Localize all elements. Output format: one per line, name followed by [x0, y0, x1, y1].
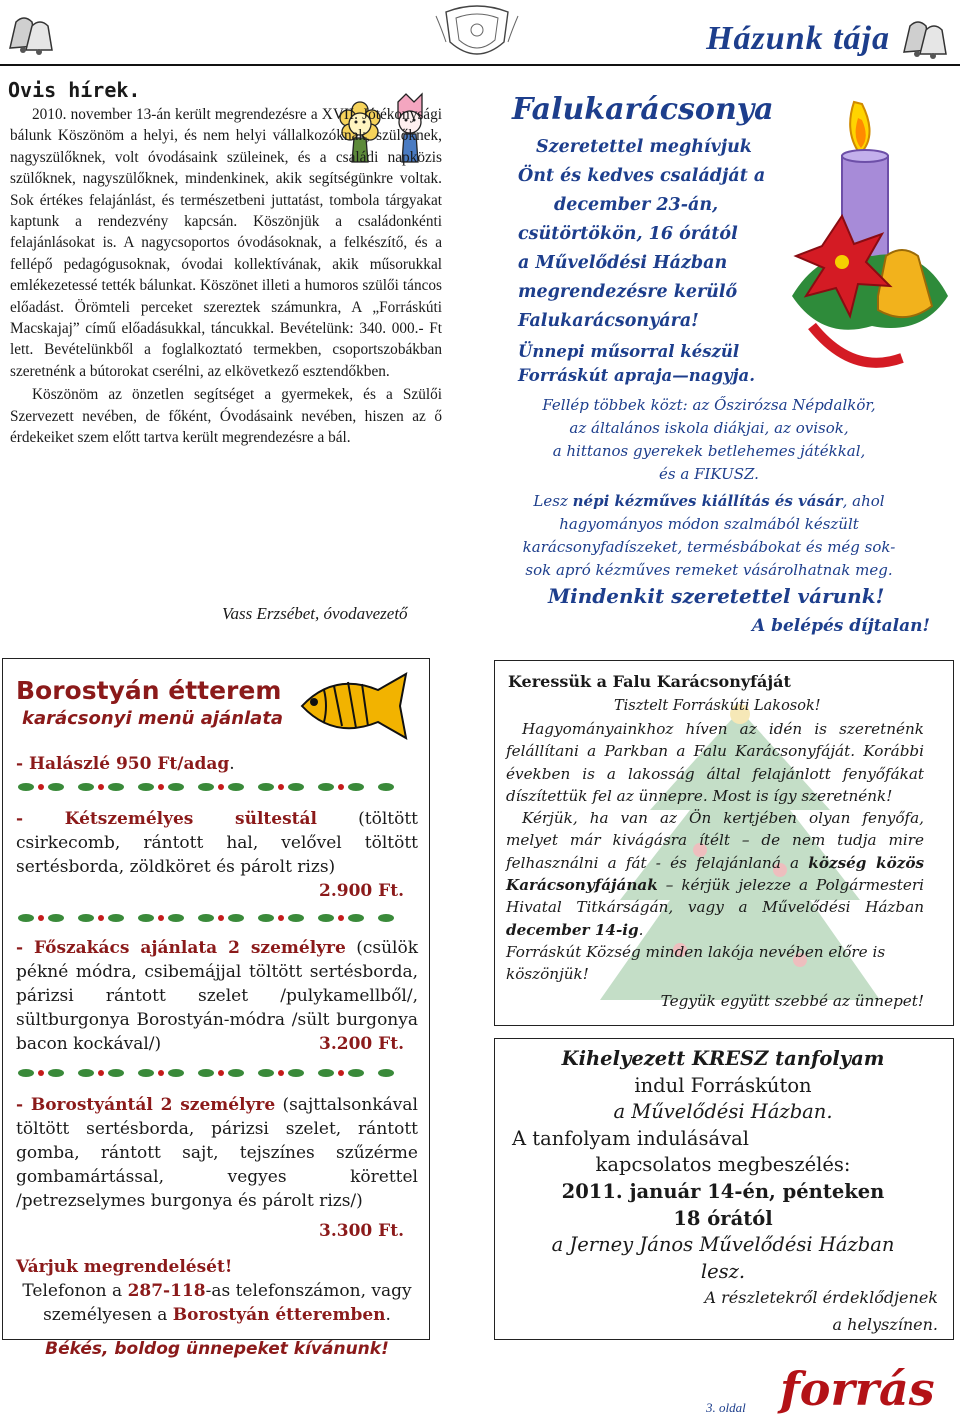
tree-p2: [506, 807, 924, 941]
welcome-line: Mindenkit szeretettel várunk!: [548, 584, 885, 608]
kresz-line-9: lesz.: [700, 1259, 746, 1283]
kresz-line-4: A tanfolyam indulásával: [512, 1126, 750, 1150]
page-number: 3. oldal: [706, 1400, 746, 1415]
falu-line-7: Falukarácsonyára!: [518, 311, 699, 331]
left-bells-icon: [4, 10, 56, 58]
kresz-line-7: 18 órától: [673, 1206, 773, 1230]
menu-item-4-desc: (sajttalsonkával töltött sertésborda, párizsi szelet, rántott gomba, rántott sajt, tejszínes szűzérme gombamártással, vegyes körettel /petrezselymes burgonya és párolt rizs/): [16, 1095, 418, 1211]
personal-b: Borostyán étteremben: [172, 1305, 386, 1325]
menu-item-2-name: - Kétszemélyes sültestál: [16, 809, 317, 829]
menu-item-2-price: 2.900 Ft.: [319, 881, 404, 901]
falu-line-6: megrendezésre kerülő: [518, 282, 738, 302]
menu-content: [16, 752, 418, 1359]
menu-title: Borostyán étterem: [16, 676, 282, 705]
ovis-paragraph-2-text: Köszönöm az önzetlen segítséget a gyermekek, és a Szülői Szervezett nevében, de főként, Óvodásaink nevében, hiszen az ő érdekeiket szem előtt tartva került megrendezésre a bál.: [10, 386, 442, 447]
menu-item-4: [16, 1093, 418, 1213]
falu-program-2: Forráskút apraja—nagyja.: [518, 366, 755, 385]
tree-p2d: december 14-ig: [506, 920, 639, 939]
right-bells-icon: [898, 14, 950, 62]
candle-poinsettia-icon: [782, 96, 952, 392]
menu-item-4-price: 3.300 Ft.: [319, 1221, 404, 1241]
signature: Vass Erzsébet, óvodavezető: [222, 604, 408, 623]
tree-p2e: .: [638, 920, 644, 939]
menu-item-3-desc: (csülök pékné módra, csibemájjal töltött sertésborda, párizsi rántott szelet /pulykamellből/, sültburgonya Borostyán-módra /sült burgonya bacon kockával/): [16, 938, 419, 1054]
holly-divider-icon: [16, 1066, 396, 1080]
vasar-line-3: sok apró kézműves remeket vásárolhatnak meg.: [525, 561, 893, 579]
falu-title: Falukarácsonya: [512, 92, 774, 127]
free-entry: A belépés díjtalan!: [752, 616, 930, 636]
kresz-line-8: a Jerney János Művelődési Házban: [551, 1233, 895, 1257]
section-title: Házunk tája: [706, 20, 890, 57]
falu-line-1: Szeretettel meghívjuk: [536, 137, 752, 157]
kresz-line-5: kapcsolatos megbeszélés:: [595, 1153, 851, 1177]
lesz-b: népi kézműves kiállítás és vásár: [572, 492, 843, 510]
falu-line-4: csütörtökön, 16 órától: [518, 224, 738, 244]
kresz-line-11: a helyszínen.: [832, 1314, 938, 1334]
personal-a: személyesen a: [43, 1305, 173, 1325]
kresz-line-3: a Művelődési Házban.: [613, 1100, 833, 1124]
holly-divider-icon: [16, 780, 396, 794]
tree-title: Keressük a Falu Karácsonyfáját: [508, 672, 791, 691]
tree-p2a: Kérjük, ha van az Ön kertjében olyan fenyőfa, melyet már kivágásra ítélt – de nem tudja mire felhasználni a fát - és felajánlaná a: [506, 809, 924, 872]
falu-line-2: Önt és kedves családját a: [518, 166, 766, 186]
phone-a: Telefonon a: [22, 1281, 128, 1301]
menu-subtitle: karácsonyi menü ajánlata: [22, 708, 284, 729]
header: [0, 0, 960, 66]
falu-line-3: december 23-án,: [554, 195, 719, 215]
menu-item-3: [16, 936, 418, 1056]
menu-phone: [16, 1279, 418, 1303]
ovis-paragraph-1-text: 2010. november 13-án került megrendezésre a XVII. Jótékonysági bálunk Köszönöm a helyi, és nem helyi vállalkozóknak, szülőknek, nagyszülőknek, volt óvodásaink szüleinek, és a családi napközis szülőknek, nagyszülőknek, mindenkinek, akik segítségünkre voltak. Sok értékes felajánlást, és természetbeni juttatást, tombola tárgyakat kaptunk a rendezvény kapcsán. Köszönjük a családonkénti felajánlásokat is. A nagycsoportos óvodásoknak, a felkészítő, és a fellépő pedagógusoknak, óvodai kollektívának, akik műsorukkal emlékezetessé tették bálunkat. Köszönet illeti a humoros szülői táncos előadást. Örömteli perceket szereztek számunkra, A „Forráskúti Macskajaj” című előadásukkal, táncukkal. Bevételünk: 340. 000.- Ft lett. Bevételünkből a foglalkoztató termekben, csoportszobákban szeretnénk a bútorokat cserélni, az elkövetkező esztendőkben.: [10, 106, 442, 380]
falu-fellep: [504, 394, 914, 582]
menu-order: Várjuk megrendelését!: [16, 1257, 233, 1277]
menu-item-2-desc: (töltött csirkecomb, rántott hal, velővel töltött sertésborda, zöldköret és párolt rizs): [16, 809, 418, 877]
ovis-article: [10, 104, 442, 449]
forras-logo: forrás: [780, 1362, 935, 1416]
ovis-paragraph-1: [10, 104, 442, 382]
fellep-line-2: az általános iskola diákjai, az ovisok,: [569, 419, 849, 437]
tree-p2c: – kérjük jelezze a Polgármesteri Hivatal Titkárságán, vagy a Művelődési Házban: [506, 876, 924, 917]
tree-p1: Hagyományainkhoz híven az idén is szeretnénk felállítani a Parkban a Falu Karácsonyfáját. Korábbi években is a lakosság által felajánlott fenyőfákat díszítettük fel az ünnepre. Most is így szeretnénk!: [506, 720, 924, 805]
ovis-title: Ovis hírek.: [8, 78, 141, 102]
menu-item-3-name: - Főszakács ajánlata 2 személyre: [16, 938, 346, 958]
personal-c: .: [385, 1305, 391, 1325]
tree-p3: Forráskút Község minden lakója nevében előre is köszönjük!: [506, 942, 886, 984]
vasar-line-1: hagyományos módon szalmából készült: [559, 515, 859, 533]
tree-greeting: Tisztelt Forráskúti Lakosok!: [614, 698, 821, 714]
menu-item-1-name: - Halászlé 950 Ft/adag: [16, 754, 230, 774]
kresz-line-6: 2011. január 14-én, pénteken: [561, 1179, 885, 1203]
fellep-line-3: a hittanos gyerekek betlehemes játékkal,: [552, 442, 866, 460]
fellep-line-4: és a FIKUSZ.: [659, 465, 759, 483]
header-rule: [0, 64, 960, 66]
falu-program-1: Ünnepi műsorral készül: [518, 342, 740, 361]
ovis-paragraph-2: [10, 384, 442, 448]
fellep-line-1: Fellép többek közt: az Őszirózsa Népdalkör,: [542, 396, 876, 414]
menu-personal: [16, 1303, 418, 1327]
lesz-a: Lesz: [533, 492, 573, 510]
lesz-c: , ahol: [842, 492, 885, 510]
vasar-line-2: karácsonyfadíszeket, termésbábokat és még sok-: [522, 538, 896, 556]
falu-line-5: a Művelődési Házban: [518, 253, 728, 273]
phone-c: -as telefonszámon, vagy: [205, 1281, 412, 1301]
tree-p2b: község közös Karácsonyfájának: [506, 853, 925, 895]
menu-item-2: [16, 807, 418, 901]
holly-divider-icon: [16, 911, 396, 925]
tree-closing: Tegyük együtt szebbé az ünnepet!: [660, 991, 924, 1010]
menu-item-1: [16, 752, 418, 776]
menu-item-1-dot: .: [229, 754, 235, 774]
kresz-content: [508, 1046, 938, 1339]
coat-of-arms-icon: [432, 2, 522, 64]
kresz-line-2: indul Forráskúton: [634, 1073, 812, 1097]
tree-text: [506, 718, 924, 1012]
phone-number: 287-118: [127, 1281, 206, 1301]
kresz-line-1: Kihelyezett KRESZ tanfolyam: [561, 1047, 885, 1070]
menu-item-4-name: - Borostyántál 2 személyre: [16, 1095, 276, 1115]
vasar-line-0: [504, 490, 914, 513]
menu-item-3-price: 3.200 Ft.: [319, 1034, 404, 1054]
fish-icon: [294, 668, 416, 744]
kresz-line-10: A részletekről érdeklődjenek: [704, 1288, 938, 1308]
menu-wish: Békés, boldog ünnepeket kívánunk!: [45, 1339, 389, 1359]
